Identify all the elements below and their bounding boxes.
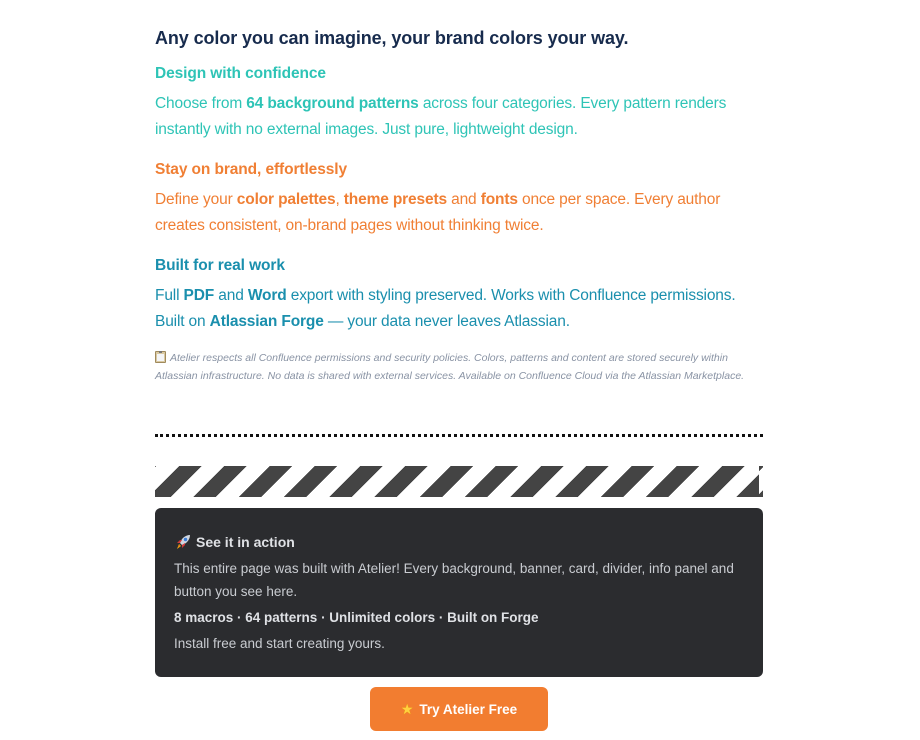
bold-text-run: Word (247, 287, 287, 304)
text-run: , (335, 191, 344, 208)
text-run: Choose from (155, 95, 247, 112)
bold-text-run: 64 background patterns (246, 95, 419, 112)
text-run: once per space. Every author creates consistent, on-brand pages without thinking twice. (155, 191, 721, 234)
try-atelier-free-button[interactable] (370, 687, 548, 731)
card-title: See it in action (196, 534, 295, 550)
section-body (155, 91, 763, 143)
section-design-with-confidence (155, 63, 763, 143)
section-built-for-real-work (155, 255, 763, 335)
info-panel-text: Atelier respects all Confluence permissions and security policies. Colors, patterns and content are stored securely within Atlassian infrastructure. No data is shared with external services. Available on Confluence Cloud via the Atlassian Marketplace. (155, 352, 745, 382)
section-stay-on-brand (155, 159, 763, 239)
see-it-in-action-card (155, 508, 763, 677)
text-run: — your data never leaves Atlassian. (323, 313, 570, 330)
text-run: Define your (155, 191, 237, 208)
bold-text-run: fonts (480, 191, 518, 208)
striped-banner (155, 466, 763, 497)
section-heading: Built for real work (155, 257, 285, 274)
info-panel (155, 349, 763, 385)
cta-label: Try Atelier Free (419, 701, 518, 717)
page-title: Any color you can imagine, your brand colors your way. (155, 28, 629, 48)
section-heading: Design with confidence (155, 65, 326, 82)
text-run: across four categories. Every pattern renders instantly with no external images. Just pure, lightweight design. (155, 95, 727, 138)
text-run: export with styling preserved. Works with Confluence permissions. Built on (155, 287, 736, 330)
bold-text-run: theme presets (343, 191, 447, 208)
section-heading: Stay on brand, effortlessly (155, 161, 347, 178)
bold-text-run: PDF (183, 287, 215, 304)
card-install-text: Install free and start creating yours. (174, 636, 385, 651)
section-body (155, 187, 763, 239)
rocket-icon (174, 533, 192, 551)
bold-text-run: Atlassian Forge (209, 313, 324, 330)
text-run: Full (155, 287, 184, 304)
card-description: This entire page was built with Atelier! Every background, banner, card, divider, info panel and button you see here. (174, 561, 734, 599)
section-body (155, 283, 763, 335)
clipboard-icon (155, 351, 166, 363)
dotted-divider (155, 434, 763, 437)
card-stats: 8 macros · 64 patterns · Unlimited colors · Built on Forge (174, 610, 539, 625)
card-title-row (174, 530, 744, 554)
bold-text-run: color palettes (236, 191, 336, 208)
star-icon: ★ (400, 701, 414, 717)
text-run: and (446, 191, 481, 208)
text-run: and (214, 287, 248, 304)
